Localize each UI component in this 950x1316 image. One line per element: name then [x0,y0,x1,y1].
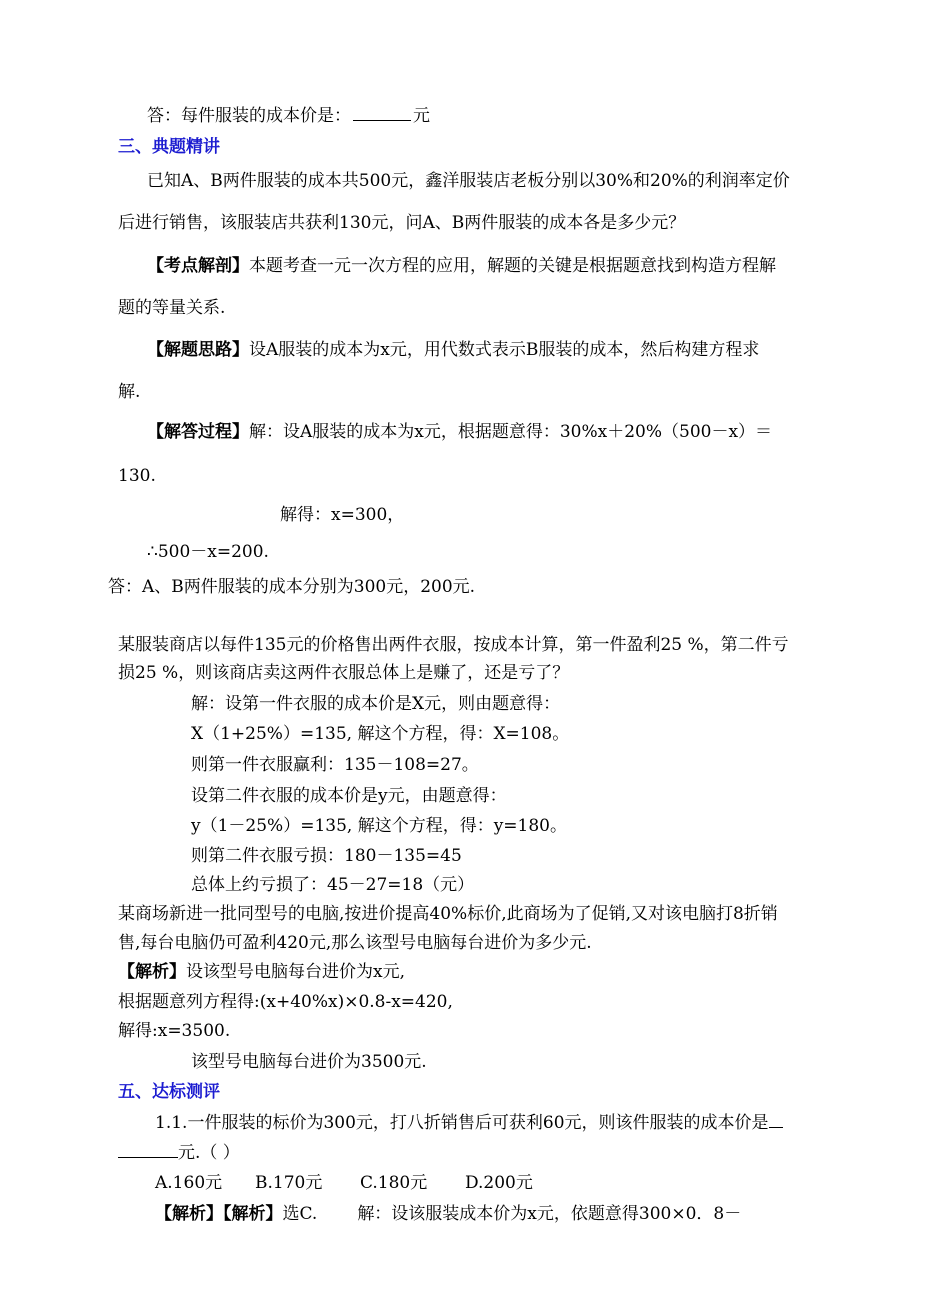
problem3-jiexi-line [118,962,405,982]
problem2-step-6: 则第二件衣服亏损：180－135=45 [191,846,462,866]
problem3-jiexi-text: 设该型号电脑每台进价为x元, [186,962,405,982]
problem2-step-2: X（1+25%）=135, 解这个方程，得：X=108。 [191,724,570,744]
test1-line-1 [155,1113,783,1133]
problem2-step-1: 解：设第一件衣服的成本价是X元，则由题意得： [191,694,561,714]
kaodian-text: 本题考查一元一次方程的应用，解题的关键是根据题意找到构造方程解 [249,256,776,276]
problem3-answer: 该型号电脑每台进价为3500元. [191,1052,427,1072]
example-line-2: 后进行销售，该服装店共获利130元，问A、B两件服装的成本各是多少元？ [118,213,686,233]
kaodian-line-2: 题的等量关系. [118,298,226,318]
problem2-step-7: 总体上约亏损了：45－27=18（元） [191,875,475,895]
answer-top-prefix: 答：每件服装的成本价是： [147,106,351,126]
problem3-line-2: 售,每台电脑仍可盈利420元,那么该型号电脑每台进价为多少元. [118,933,592,953]
test1-option-c: C.180元 [360,1173,428,1193]
kaodian-line-1 [147,256,776,276]
example-answer: 答：A、B两件服装的成本分别为300元，200元. [108,577,476,597]
test1-jiexi-line [155,1204,741,1224]
kaodian-label: 【考点解剖】 [147,256,249,276]
test1-option-a: A.160元 [155,1173,223,1193]
jieda-label: 【解答过程】 [147,422,249,442]
answer-top-suffix: 元 [413,106,430,126]
answer-blank [353,119,411,121]
jieda-text: 解：设A服装的成本为x元，根据题意得：30%x＋20%（500－x）＝ [249,422,773,442]
problem3-jiexi-label: 【解析】 [118,962,186,982]
silu-label: 【解题思路】 [147,340,249,360]
section5-heading: 五、达标测评 [118,1082,220,1102]
problem2-step-4: 设第二件衣服的成本价是y元，由题意得： [191,786,507,806]
test1-blank-b [118,1156,178,1158]
test1-line-2 [118,1143,240,1163]
problem2-step-3: 则第一件衣服赢利：135－108=27。 [191,755,479,775]
silu-line-2: 解. [118,382,141,402]
problem3-solve: 解得:x=3500. [118,1021,231,1041]
example-therefore: ∴500－x=200. [147,542,269,562]
test1-jiexi-label: 【解析】【解析】 [155,1204,283,1224]
silu-line-1 [147,340,759,360]
jieda-line-2: 130. [118,466,156,486]
problem2-line-1: 某服装商店以每件135元的价格售出两件衣服，按成本计算，第一件盈利25 %，第二件亏 [118,635,789,655]
problem2-step-5: y（1－25%）=135, 解这个方程，得：y=180。 [191,816,567,836]
test1-option-d: D.200元 [465,1173,533,1193]
test1-option-b: B.170元 [255,1173,323,1193]
problem3-line-1: 某商场新进一批同型号的电脑,按进价提高40%标价,此商场为了促销,又对该电脑打8折销 [118,904,778,924]
test1-jiexi-select: 选C. [282,1204,318,1224]
section3-heading: 三、典题精讲 [118,137,220,157]
test1-text: 1.1.一件服装的标价为300元，打八折销售后可获利60元，则该件服装的成本价是 [155,1113,769,1133]
problem3-equation: 根据题意列方程得:(x+40%x)×0.8-x=420, [118,992,453,1012]
test1-blank-a [769,1126,783,1128]
jieda-line-1 [147,422,772,442]
example-line-1: 已知A、B两件服装的成本共500元，鑫洋服装店老板分别以30%和20%的利润率定价 [147,171,790,191]
test1-suffix: 元.（ ） [178,1143,240,1163]
silu-text: 设A服装的成本为x元，用代数式表示B服装的成本，然后构建方程求 [249,340,760,360]
problem2-line-2: 损25 %，则该商店卖这两件衣服总体上是赚了，还是亏了？ [118,663,570,683]
example-solve: 解得：x=300， [280,505,405,525]
test1-jiexi-rest: 解：设该服装成本价为x元，依题意得300×0．8－ [357,1204,742,1224]
answer-top-line [147,106,430,126]
